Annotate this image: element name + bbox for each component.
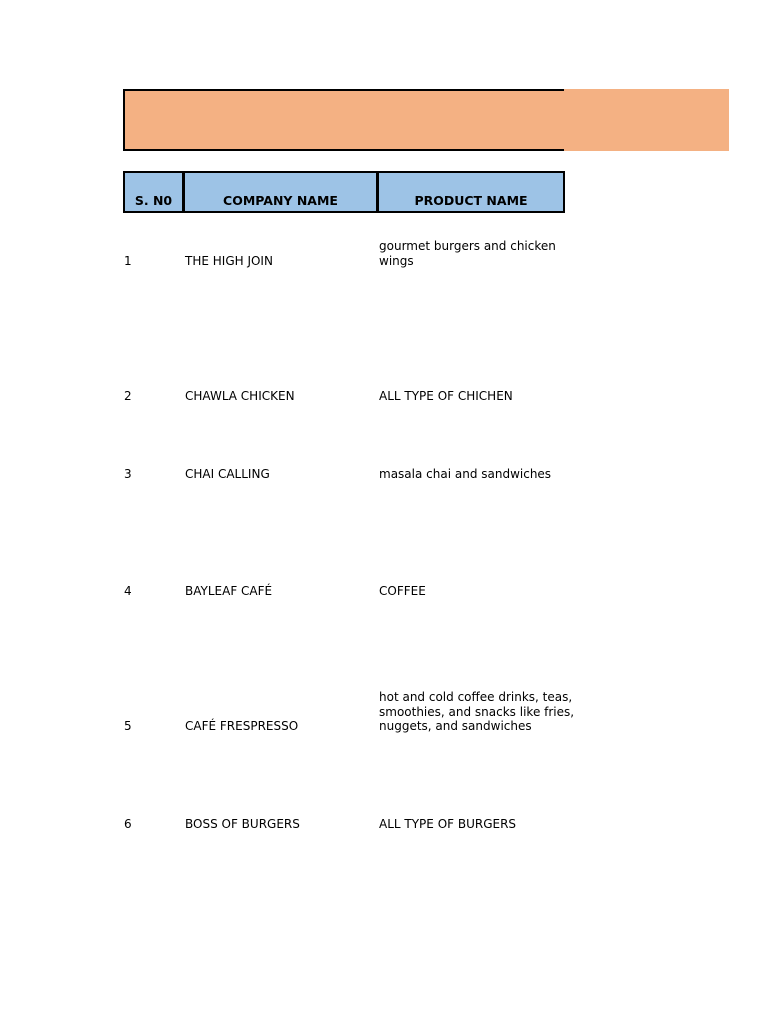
header-product-name: PRODUCT NAME (377, 171, 565, 213)
row-1-product-line-2: wings (379, 254, 414, 268)
row-3-company: CHAI CALLING (185, 467, 270, 481)
title-banner-border (123, 89, 564, 151)
row-6-company: BOSS OF BURGERS (185, 817, 300, 831)
row-6-sno: 6 (124, 817, 132, 831)
row-2-product-line-1: ALL TYPE OF CHICHEN (379, 389, 513, 403)
row-5-sno: 5 (124, 719, 132, 733)
row-5-product-line-3: nuggets, and sandwiches (379, 719, 532, 733)
row-1-company: THE HIGH JOIN (185, 254, 273, 268)
row-2-sno: 2 (124, 389, 132, 403)
row-3-sno: 3 (124, 467, 132, 481)
row-5-product-line-1: hot and cold coffee drinks, teas, (379, 690, 573, 704)
row-2-company: CHAWLA CHICKEN (185, 389, 295, 403)
row-6-product-line-1: ALL TYPE OF BURGERS (379, 817, 517, 831)
header-company-name: COMPANY NAME (183, 171, 378, 213)
row-5-product-line-2: smoothies, and snacks like fries, (379, 705, 575, 719)
row-4-sno: 4 (124, 584, 132, 598)
header-serial-number: S. N0 (123, 171, 184, 213)
row-4-company: BAYLEAF CAFÉ (185, 584, 273, 598)
row-3-product-line-1: masala chai and sandwiches (379, 467, 552, 481)
row-5-company: CAFÉ FRESPRESSO (185, 719, 299, 733)
row-1-product-line-1: gourmet burgers and chicken (379, 239, 556, 253)
row-1-sno: 1 (124, 254, 132, 268)
row-4-product-line-1: COFFEE (379, 584, 426, 598)
